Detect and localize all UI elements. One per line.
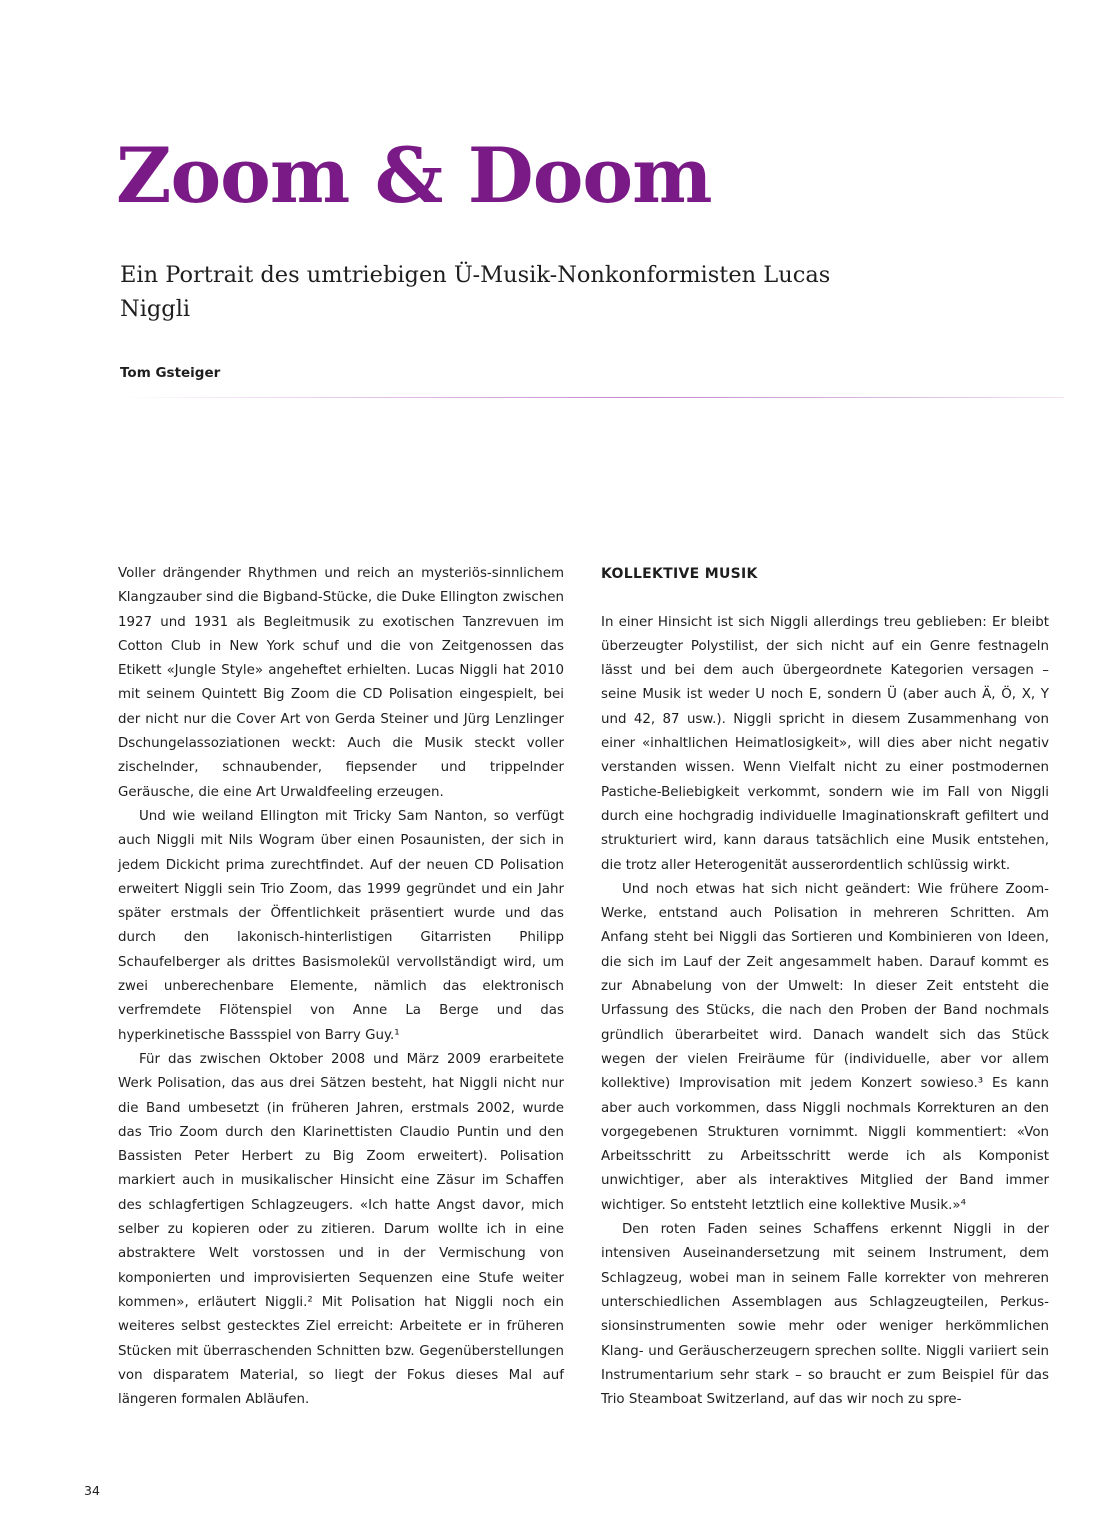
body-paragraph: Und noch etwas hat sich nicht geändert: Wie frühere Zoom-Werke, entstand auch Polisation in mehreren Schritten. Am Anfang steht bei Niggli das Sortieren und Kombinieren von Ideen, die sich im Lauf der Zeit angesammelt haben. Darauf kommt es zur Abnabelung von der Umwelt: In dieser Zeit entsteht die Urfassung des Stücks, die nach den Proben der Band nochmals gründlich überarbeitet wird. Danach wandelt sich das Stück wegen der vielen Freiräume für (individuelle, aber vor allem kollektive) Improvisation mit jedem Konzert sowieso.³ Es kann aber auch vorkommen, dass Niggli nochmals Korrekturen an den vorgegebenen Strukturen vornimmt. Niggli kommentiert: «Von Arbeitsschritt zu Arbeitsschritt werde ich als Komponist unwichtiger, aber als interaktives Mitglied der Band immer wichtiger. So entsteht letztlich eine kollektive Musik.»⁴: [601, 881, 1049, 1213]
right-column: [601, 562, 1049, 1412]
body-paragraph: Voller drängender Rhythmen und reich an mysteriös-sinnlichem Klangzauber sind die Bigband-Stücke, die Duke Ellington zwischen 1927 und 1931 als Begleitmusik zu exotischen Tanzrevuen im Cotton Club in New York schuf und die von Zeitgenossen das Etikett «Jungle Style» angeheftet erhielten. Lucas Niggli hat 2010 mit seinem Quintett Big Zoom die CD Polisation eingespielt, bei der nicht nur die Cover Art von Gerda Steiner und Jürg Lenzlinger Dschungelassoziationen weckt: Auch die Musik steckt voller zischelnder, schnaubender, fiepsender und trippelnder Geräusche, die eine Art Urwaldfeeling erzeugen.: [118, 566, 564, 800]
article-subtitle: Ein Portrait des umtriebigen Ü-Musik-Nonkonformisten Lucas Niggli: [120, 262, 831, 322]
body-paragraph: Für das zwischen Oktober 2008 und März 2009 erarbeitete Werk Polisation, das aus drei Sätzen besteht, hat Niggli nicht nur die Band umbesetzt (in früheren Jahren, erstmals 2002, wurde das Trio Zoom durch den Klarinettisten Claudio Puntin und den Bassisten Peter Herbert zu Big Zoom erweitert). Polisation markiert auch in musikalischer Hinsicht eine Zäsur im Schaffen des schlagfertigen Schlagzeugers. «Ich hatte Angst davor, mich selber zu kopieren oder zu zitieren. Darum wollte ich in eine abstraktere Welt vorstossen und in der Vermischung von komponierten und improvisierten Sequenzen eine Stufe weiter kommen», erläutert Niggli.² Mit Polisation hat Niggli noch ein weiteres selbst gestecktes Ziel erreicht: Arbeitete er in früheren Stücken mit überraschenden Schnitten bzw. Gegenüberstellungen von disparatem Material, so liegt der Fokus dieses Mal auf längeren formalen Abläufen.: [118, 1051, 564, 1408]
body-paragraph: In einer Hinsicht ist sich Niggli allerdings treu geblieben: Er bleibt überzeugter Polystilist, der sich nicht auf ein Genre festnageln lässt und bei dem auch übergeordnete Kategorien versagen – seine Musik ist weder U noch E, sondern Ü (aber auch Ä, Ö, X, Y und 42, 87 usw.). Niggli spricht in diesem Zusammenhang von einer «inhaltlichen Heimatlosigkeit», will dies aber nicht negativ verstanden wissen. Wenn Vielfalt nicht zu einer postmodernen Pastiche-Beliebigkeit verkommt, sondern wie im Fall von Niggli durch eine hochgradig individuelle Imaginationskraft gefiltert und strukturiert wird, kann daraus tatsächlich eine Musik entstehen, die trotz aller Heterogenität ausserordentlich schlüssig wirkt.: [601, 614, 1049, 873]
page-number: 34: [84, 1483, 100, 1498]
section-heading: KOLLEKTIVE MUSIK: [601, 566, 758, 582]
left-column: [118, 562, 564, 1412]
header-divider: [120, 397, 1064, 398]
body-paragraph: Den roten Faden seines Schaffens erkennt Niggli in der intensiven Auseinandersetzung mit seinem Instrument, dem Schlagzeug, wobei man in seinem Falle korrekter von mehreren unterschiedlichen Assemblagen aus Schlagzeugteilen, Perkussionsinstrumenten sowie mehr oder weniger herkömmlichen Klang- und Geräuscherzeugern sprechen sollte. Niggli variiert sein Instrumentarium sehr stark – so braucht er zum Beispiel für das Trio Steamboat Switzerland, auf das wir noch zu spre-: [601, 1222, 1049, 1408]
article-title: Zoom & Doom: [116, 131, 712, 220]
author-byline: Tom Gsteiger: [120, 365, 221, 381]
body-paragraph: Und wie weiland Ellington mit Tricky Sam Nanton, so verfügt auch Niggli mit Nils Wogram über einen Posaunisten, der sich in jedem Dickicht prima zurechtfindet. Auf der neuen CD Polisation erweitert Niggli sein Trio Zoom, das 1999 gegründet und ein Jahr später erstmals der Öffentlichkeit präsentiert wurde und das durch den lakonisch-hinterlistigen Gitarristen Philipp Schaufelberger als drittes Basismolekül vervollständigt wird, um zwei unberechenbare Elemente, nämlich das elektronisch verfremdete Flötenspiel von Anne La Berge und das hyperkinetische Bassspiel von Barry Guy.¹: [118, 808, 564, 1043]
